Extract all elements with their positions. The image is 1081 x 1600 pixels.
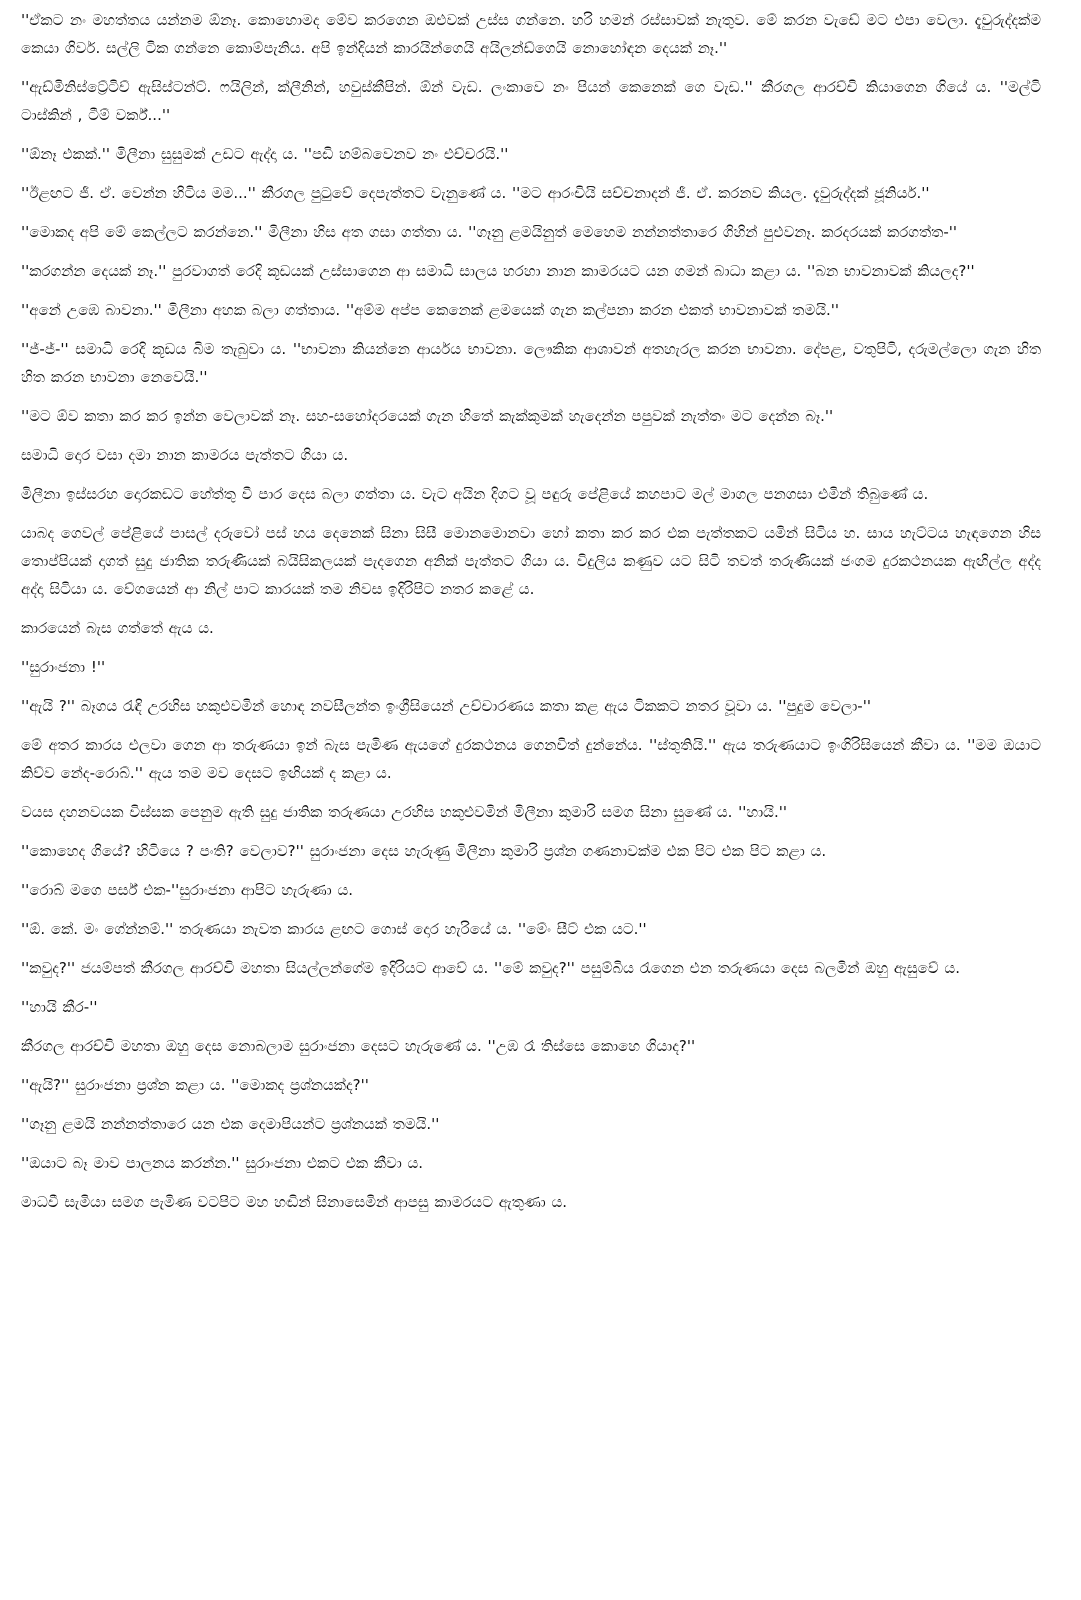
paragraph-2: ''ඇඩ්මිනිස්ට්‍රේටිව් ඇසිස්ටන්ට්. ෆයිලින්, ක්ලීනින්, හවුස්කීපින්. ඕන් වැඩ. ලංකාවෙ නං පියන් කෙනෙක් ගෙ වැඩ.'' කීරගල ආරච්චි කියාගෙන ගියේ ය. ''මල්ටි ටාස්කින් , ටීම් වර්ක්...'' bbox=[21, 78, 1041, 124]
paragraph-1: ''ඒකට නං මහත්තය යන්නම ඕනෑ. කොහොමද මේව කරගෙන ඔළුවක් උස්ස ගන්නෙ. හරි හමන් රස්සාවක් නැතුව. මේ කරන වැඩේ මට එපා වෙලා. දැවුරුද්දක්ම කෙයා ගිවර්. සල්ලි ටික ගන්නෙ කොම්පැනිය. අපි ඉන්දියන් කාරයින්ගෙයි අයිලන්ඩ්ගෙයි නොහෝඳන දෙයක් නෑ.'' bbox=[21, 11, 1041, 57]
paragraph-6: ''කරගන්න දෙයක් නෑ.'' පුරවාගත් රෙදි කූඩයක් උස්සාගෙන ආ සමාධි සාලය හරහා නාන කාමරයට යන ගමන් බාධා කළා ය. ''බන භාවනාවක් කියලද?'' bbox=[21, 262, 975, 280]
paragraph-20: ''ඕ. කේ. මං ගේන්නම්.'' තරුණයා නැවත කාරය ළඟට ගොස් දොර හැරියේ ය. ''මේං සීට් එක යට.'' bbox=[21, 920, 647, 938]
paragraph-22: ''හායි කීර-'' bbox=[21, 998, 98, 1016]
paragraph-14: ''සුරාංජනා !'' bbox=[21, 658, 106, 676]
paragraph-18: ''කොහෙද ගියේ? හිටියෙ ? පංති? වෙලාව?'' සුරාංජනා දෙස හැරුණු මිලීනා කුමාරි ප්‍රශ්න ගණනාවක්ම එක පිට එක පිට කළා ය. bbox=[21, 842, 827, 860]
paragraph-21: ''කවුද?'' ජයම්පත් කීරගල ආරච්චි මහතා සියල්ලන්ගේම ඉදිරියට ආවේ ය. ''මේ කවුද?'' පසුම්බිය රැගෙන එන තරුණයා දෙස බලමින් ඔහු ඇසුවේ ය. bbox=[21, 959, 960, 977]
paragraph-13: කාරයෙන් බැස ගත්තේ ඇය ය. bbox=[21, 619, 214, 637]
paragraph-5: ''මොකද අපි මේ කෙල්ලට කරන්නෙ.'' මිලීනා හිස අත ගසා ගත්තා ය. ''ගෑනු ළමයිනුත් මෙහෙම නන්නත්තාරෙ ගිහින් පුළුවනෑ. කරදරයක් කරගත්ත-'' bbox=[21, 223, 957, 241]
paragraph-19: ''රොබ් මගෙ පර්ස් එක-''සුරාංජනා ආපිට හැරුණා ය. bbox=[21, 881, 354, 899]
paragraph-4: ''ඊළඟට ජී. ඒ. වෙන්න හිටිය මම...'' කීරගල පුටුවේ දෙපැත්තට වැනුණේ ය. ''මට ආරංචියි සච්චනාදන් ජී. ඒ. කරනව කියල. දැවුරුද්දක් ජූනියර්.'' bbox=[21, 184, 930, 202]
paragraph-17: වයස දහනවයක විස්සක පෙනුම ඇති සුදු ජාතික තරුණයා උරහිස හකුළුවමින් මිලීනා කුමාරි සමග සිනා සුණේ ය. ''හායි.'' bbox=[21, 803, 787, 821]
paragraph-27: මාධවී සැමියා සමග පැමිණ වටපිට මහ හඬින් සිනාසෙමින් ආපසු කාමරයට ඇතුණා ය. bbox=[21, 1193, 568, 1211]
paragraph-23: කීරගල ආරච්චි මහතා ඔහු දෙස නොබලාම සුරාංජනා දෙසට හැරුණේ ය. ''උඹ රෑ තිස්සෙ කොහෙ ගියාද?'' bbox=[21, 1037, 696, 1055]
paragraph-26: ''ඔයාට බෑ මාව පාලනය කරන්න.'' සුරාංජනා එකට එක කීවා ය. bbox=[21, 1154, 424, 1172]
paragraph-16: මේ අතර කාරය එලවා ගෙන ආ තරුණයා ඉන් බැස පැමිණ ඇයගේ දුරකථනය ගෙනවිත් දුන්නේය. ''ස්තුතියි.'' ඇය තරුණයාට ඉංගිරිසියෙන් කීවා ය. ''මම ඔයාට කිව්ව නේද-රොබ්.'' ඇය තම මව දෙසට ඉඟියක් ද කළා ය. bbox=[21, 736, 1041, 782]
paragraph-10: සමාධි දොර වසා දමා නාන කාමරය පැත්තට ගියා ය. bbox=[21, 446, 349, 464]
paragraph-7: ''අනේ උඹෙ බාවනා.'' මිලීනා අහක බලා ගත්තාය. ''අම්ම අප්ප කෙනෙක් ළමයෙක් ගැන කල්පනා කරන එකත් භාවනාවක් තමයි.'' bbox=[21, 301, 840, 319]
paragraph-3: ''ඕනෑ එකක්.'' මිලීනා සුසුමක් උඩට ඇද්දා ය. ''පඩි හම්බවෙනව නං එච්චරයි.'' bbox=[21, 145, 509, 163]
paragraph-8: ''ජ්-ජ්-'' සමාධි රෙදි කූඩය බිම තැබුවා ය. ''භාවනා කියන්නෙ ආර්යය භාවනා. ලෞකික ආශාවන් අතහැරල කරන භාවනා. දේපළ, වතුපිටි, දරුමල්ලො ගැන හිත හිත කරන භාවනා නෙවෙයි.'' bbox=[21, 340, 1041, 386]
paragraph-11: මිලීනා ඉස්සරහ දොරකඩට හේත්තු වී පාර දෙස බලා ගත්තා ය. වැට අයින දිගට වූ පඳුරු පේළියේ කහපාට මල් මාගල පනගසා එමින් තිබුණේ ය. bbox=[21, 485, 929, 503]
paragraph-15: ''ඇයි ?'' බෑගය රැඳි උරහිස හකුළුවමින් හොඳ නවසීලන්ත ඉංග්‍රීසියෙන් උච්චාරණය කතා කළ ඇය ටිකකට නතර වූවා ය. ''පුදුම වෙලා-'' bbox=[21, 697, 871, 715]
paragraph-12: යාබද ගෙවල් පේළියේ පාසල් දරුවෝ පස් හය දෙනෙක් සිනා සිසී මොනමොනවා හෝ කතා කර කර එක පැත්තකට යමින් සිටිය හ. සාය හැට්ටය හැඳගෙන හිස තොප්පියක් දාගත් සුදු ජාතික තරුණියක් බයිසිකලයක් පැදගෙන අනික් පැත්තට ගියා ය. විදුලිය කණුව යට සිටි තවත් තරුණියක් ජංගම දුරකථනයක ඇඟිල්ල අද්ද අද්දා සිටියා ය. වේගයෙන් ආ නිල් පාට කාරයක් තම නිවස ඉදිරිපිට නතර කළේ ය. bbox=[21, 524, 1041, 598]
paragraph-25: ''ගෑනු ළමයි නන්නත්තාරෙ යන එක දෙමාපියන්ට ප්‍රශ්නයක් තමයි.'' bbox=[21, 1115, 440, 1133]
paragraph-9: ''මට ඕව කතා කර කර ඉන්න වෙලාවක් නෑ. සහ-සහෝදරයෙක් ගැන හිතේ කැක්කුමක් හැදෙන්න පපුවක් නැත්තං මට දෙන්න බෑ.'' bbox=[21, 407, 834, 425]
paragraph-24: ''ඇයි?'' සුරාංජනා ප්‍රශ්න කළා ය. ''මොකද ප්‍රශ්නයක්ද?'' bbox=[21, 1076, 369, 1094]
